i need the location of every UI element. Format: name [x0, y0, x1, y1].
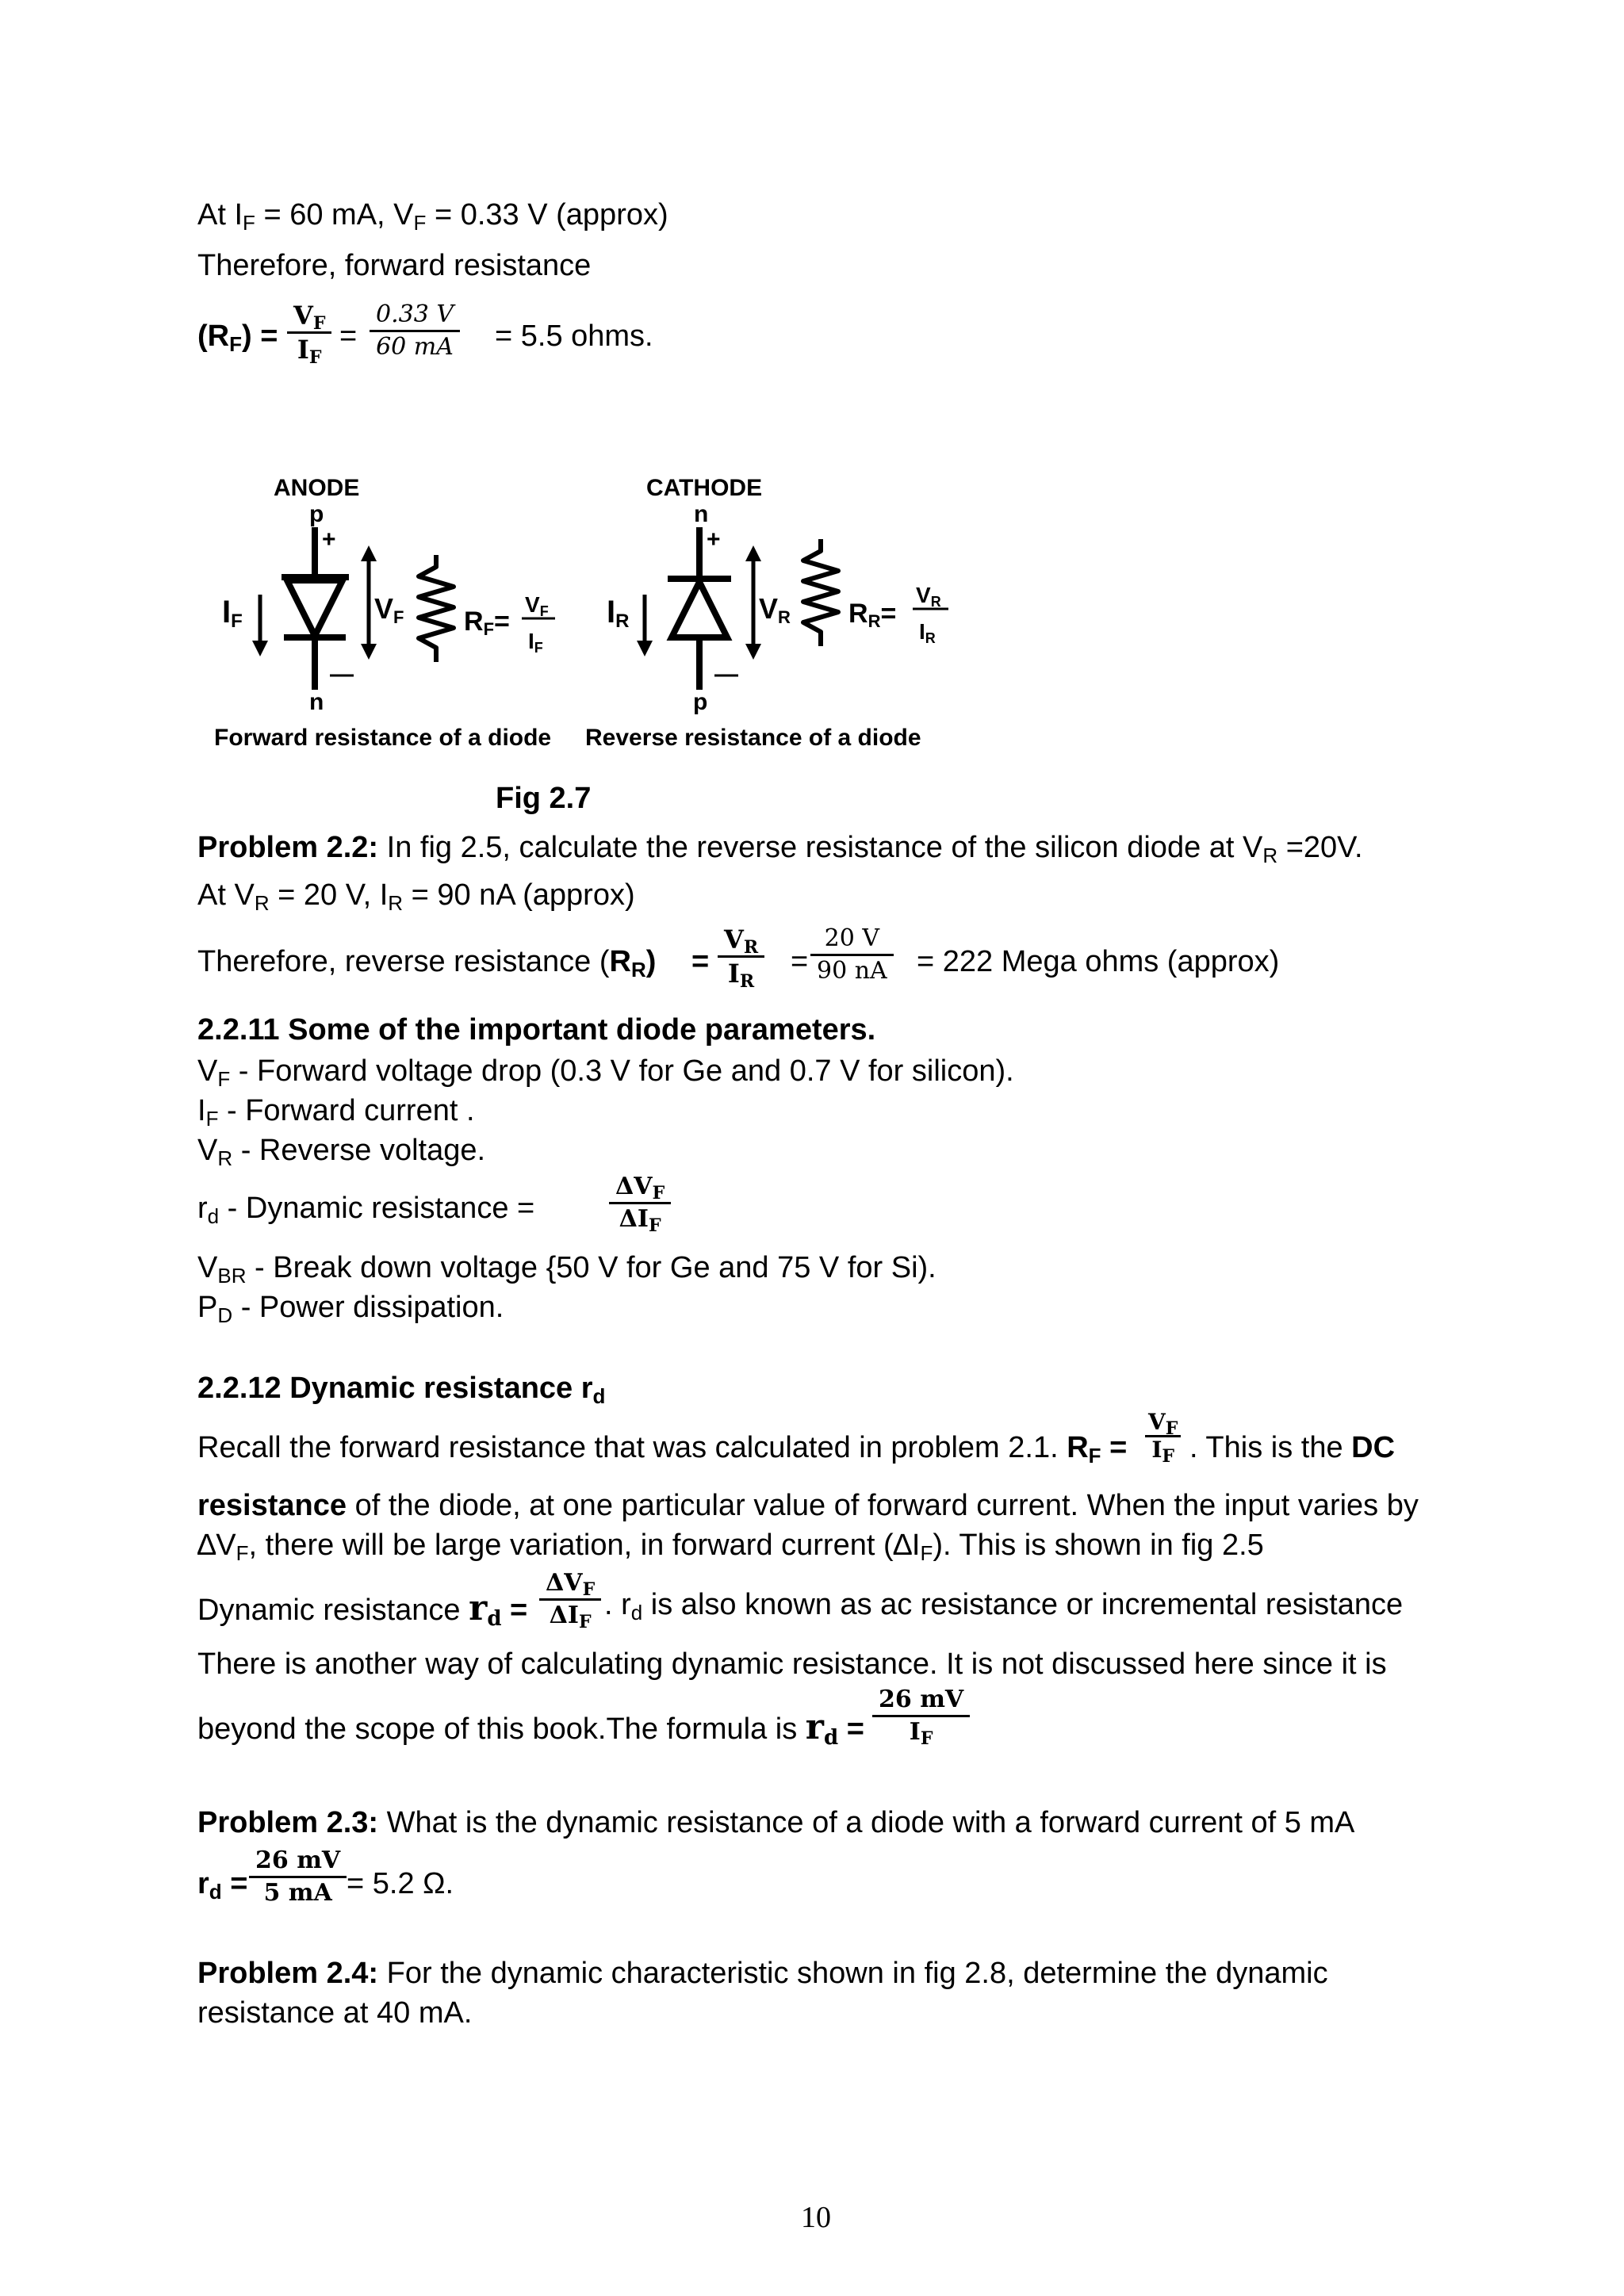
- anode-label: ANODE: [274, 475, 360, 501]
- therefore-forward-line: Therefore, forward resistance: [197, 249, 592, 282]
- param-vbr: $V_{BR}$ - Break down voltage {50 V for Ge and 75 V for Si).: [197, 1251, 936, 1288]
- rf-label: $(R_F)$ =: [197, 320, 278, 356]
- reverse-diode-icon: [672, 582, 727, 637]
- dynamic-fraction: $\Delta V_F$ $\Delta I_F$: [539, 1568, 601, 1631]
- vf-label: VF: [374, 592, 404, 627]
- forward-diode-icon: [287, 580, 343, 636]
- svg-text:IF: IF: [528, 629, 543, 656]
- dynamic-tail: . $r_d$ is also known as ac resistance or incremental resistance: [604, 1588, 1404, 1624]
- delta-line: $\Delta V_F$, there will be large variation, in forward current $(\Delta I_F)$. This is shown in fig 2.5: [197, 1529, 1264, 1565]
- right-n-label: n: [694, 501, 709, 527]
- param-vf: $V_F$ - Forward voltage drop (0.3 V for Ge and 0.7 V for silicon).: [197, 1054, 1014, 1091]
- right-p-label: p: [693, 689, 708, 715]
- diode-resistance-figure: [206, 468, 967, 761]
- problem22-line: Problem 2.2: In fig 2.5, calculate the reverse resistance of the silicon diode at $V_R =20V$.: [197, 831, 1363, 867]
- down-arrow-icon: [637, 641, 653, 656]
- svg-text:+: +: [322, 526, 336, 553]
- resistor-icon: [803, 539, 838, 646]
- problem23-rd: $r_d$ =: [197, 1867, 248, 1904]
- formula-fraction: 26 mV $I_F$: [872, 1685, 970, 1747]
- dynamic-resistance-line: Dynamic resistance $r_d$ =: [197, 1588, 528, 1631]
- if-label: IF: [222, 595, 243, 632]
- problem23-line: Problem 2.3: What is the dynamic resistance of a diode with a forward current of 5 mA: [197, 1806, 1355, 1839]
- therefore-reverse-line: Therefore, reverse resistance $(R_R)$: [197, 945, 657, 982]
- rr-fraction-numeric: 20 V 90 nA: [810, 924, 894, 986]
- rf-fraction-symbolic: $V_F$ $I_F$: [287, 300, 331, 365]
- problem24-line2: resistance at 40 mA.: [197, 1996, 473, 2030]
- param-if: $I_F$ - Forward current .: [197, 1094, 475, 1131]
- ir-label: IR: [607, 595, 630, 632]
- caption-reverse: Reverse resistance of a diode: [585, 725, 921, 751]
- fig-label: Fig 2.7: [496, 782, 592, 815]
- double-arrow-icon: [745, 545, 761, 561]
- svg-text:—: —: [330, 661, 354, 687]
- caption-forward: Forward resistance of a diode: [214, 725, 552, 751]
- svg-text:—: —: [714, 661, 738, 687]
- svg-text:VF: VF: [525, 592, 549, 619]
- rr-equals-1: =: [691, 945, 710, 978]
- rr-fraction-symbolic: $V_R$ $I_R$: [718, 924, 764, 989]
- another-way-line: There is another way of calculating dynamic resistance. It is not discussed here since it is: [197, 1647, 1387, 1681]
- beyond-line: beyond the scope of this book.The formula is $r_d$ =: [197, 1707, 864, 1750]
- down-arrow-icon: [252, 641, 268, 656]
- params-heading: 2.2.11 Some of the important diode parameters.: [197, 1013, 876, 1047]
- recall-rf-fraction: $V_F$ $I_F$: [1145, 1410, 1181, 1463]
- resistance-line: resistance of the diode, at one particular value of forward current. When the input varies by: [197, 1489, 1419, 1522]
- at-if-line: At $I_F = 60$ mA, $V_F = 0.33$ V (approx): [197, 198, 668, 235]
- page-number: 10: [801, 2201, 831, 2234]
- rf-fraction-numeric: 0.33 V 60 mA: [370, 300, 460, 362]
- rf-fig-label: RF=: [464, 607, 510, 639]
- recall-tail: . This is the DC: [1189, 1431, 1396, 1464]
- double-arrow-icon: [361, 545, 377, 561]
- rd-fraction: $\Delta V_F$ $\Delta I_F$: [609, 1172, 671, 1234]
- problem23-result: = 5.2 Ω.: [347, 1867, 454, 1900]
- left-n-label: n: [309, 689, 324, 715]
- rr-result: = 222 Mega ohms (approx): [917, 945, 1280, 978]
- left-p-label: p: [309, 501, 324, 527]
- cathode-label: CATHODE: [646, 475, 763, 501]
- rr-equals-2: =: [791, 945, 809, 978]
- rr-fig-label: RR=: [848, 599, 897, 631]
- param-rd: $r_d$ - Dynamic resistance =: [197, 1192, 535, 1228]
- vr-label: VR: [759, 592, 791, 627]
- problem23-fraction: 26 mV 5 mA: [249, 1846, 347, 1908]
- at-vr-line: At $V_R = 20$ V, $I_R = 90$ nA (approx): [197, 878, 635, 915]
- param-vr: $V_R$ - Reverse voltage.: [197, 1134, 486, 1170]
- rf-result: = 5.5 ohms.: [495, 320, 653, 353]
- rf-equals: =: [339, 320, 358, 353]
- recall-line: Recall the forward resistance that was calculated in problem 2.1. $R_F$ =: [197, 1431, 1128, 1468]
- problem24-line1: Problem 2.4: For the dynamic characteristic shown in fig 2.8, determine the dynamic: [197, 1957, 1328, 1990]
- resistor-icon: [419, 555, 454, 662]
- dynamic-heading: 2.2.12 Dynamic resistance $r_d$: [197, 1372, 606, 1408]
- svg-text:+: +: [707, 526, 721, 553]
- param-pd: $P_D$ - Power dissipation.: [197, 1291, 504, 1327]
- svg-text:VR: VR: [916, 583, 941, 610]
- svg-text:IR: IR: [919, 619, 936, 646]
